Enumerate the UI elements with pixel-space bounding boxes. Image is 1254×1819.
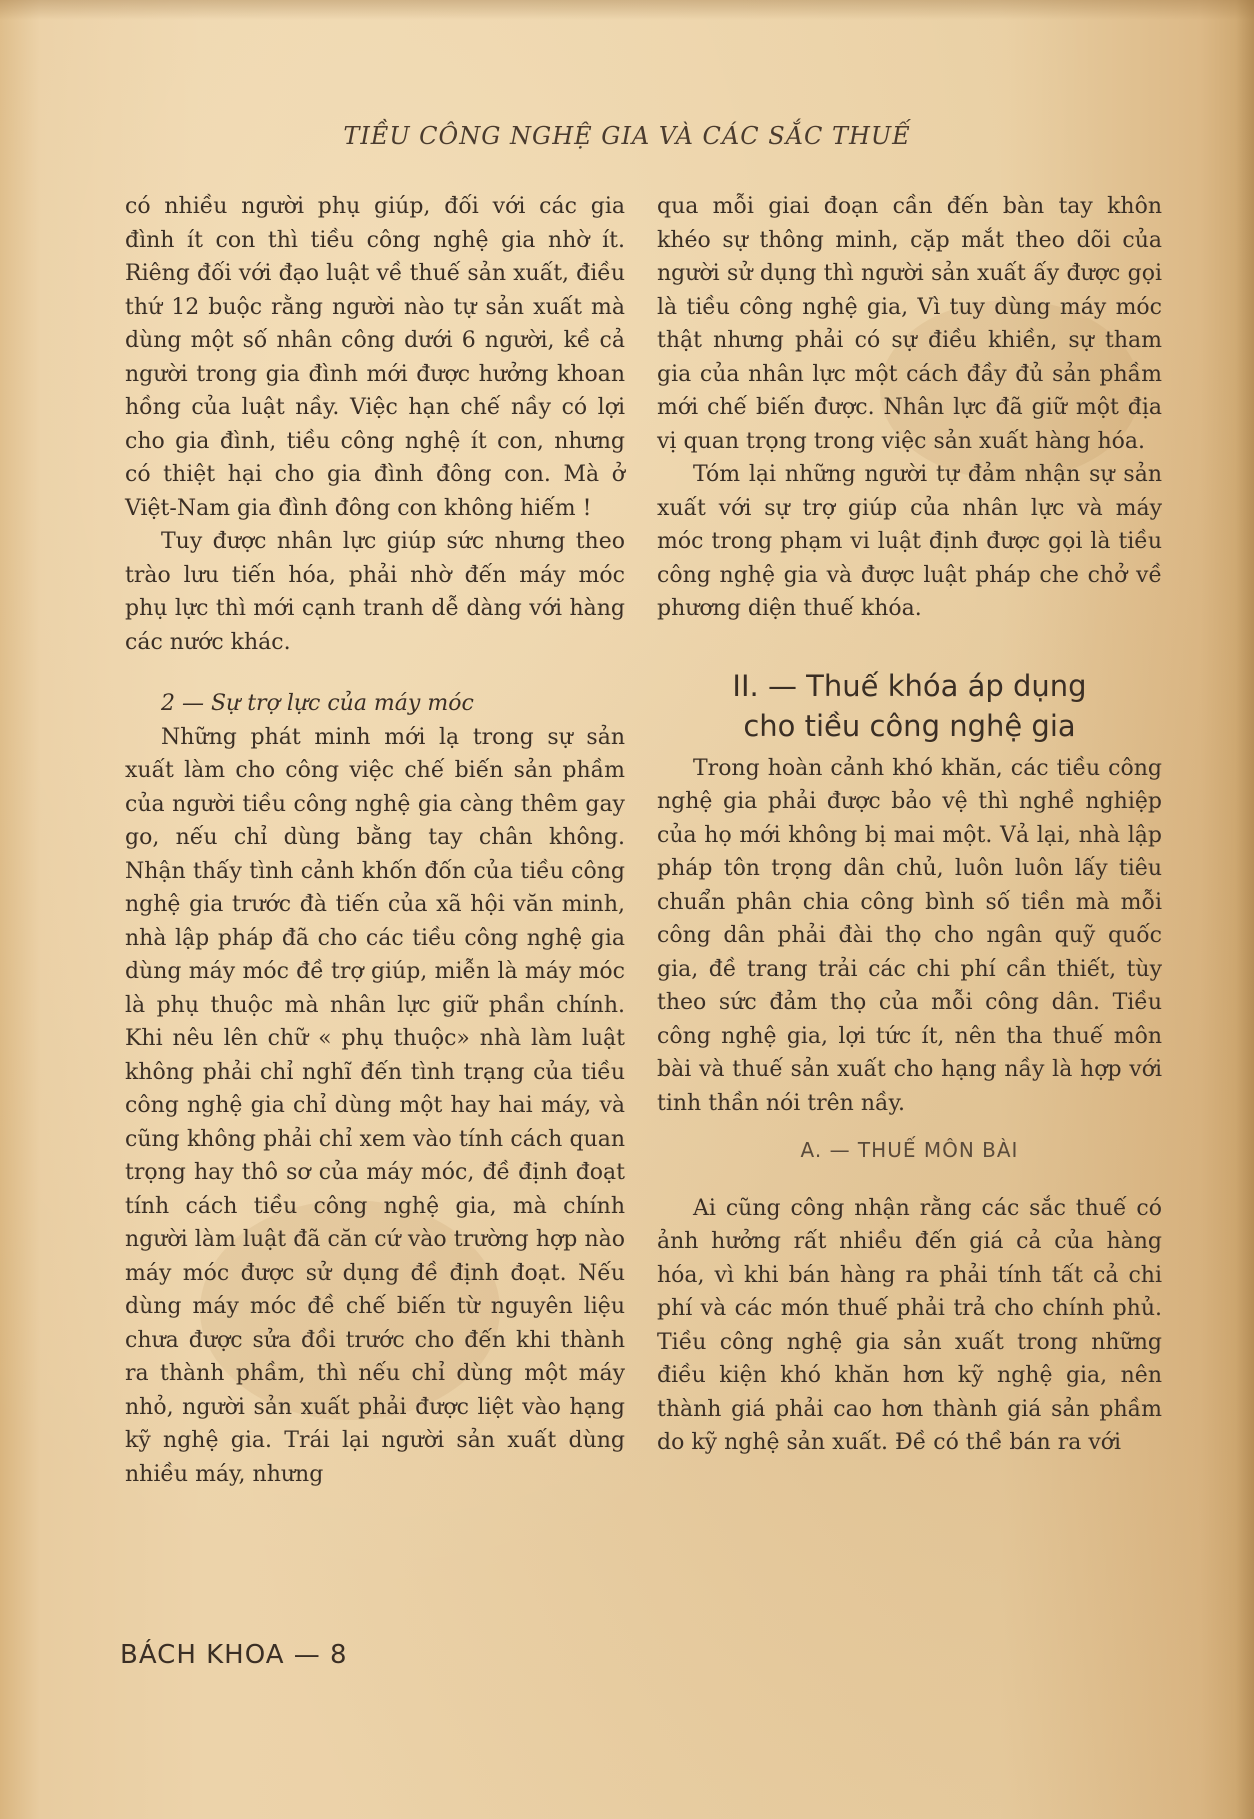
- page-edge-shadow-right: [1236, 0, 1254, 1819]
- paragraph: Trong hoàn cảnh khó khăn, các tiều công nghệ gia phải được bảo vệ thì nghề nghiệp của họ mới không bị mai một. Vả lại, nhà lập pháp tôn trọng dân chủ, luôn luôn lấy tiêu chuẩn phân chia công bình số tiền mà mỗi công dân phải đài thọ cho ngân quỹ quốc gia, đề trang trải các chi phí cần thiết, tùy theo sức đảm thọ của mỗi công dân. Tiều công nghệ gia, lợi tức ít, nên tha thuế môn bài và thuế sản xuất cho hạng nầy là hợp với tinh thần nói trên nầy.: [657, 755, 1162, 1116]
- left-column: [125, 190, 625, 1491]
- paragraph: có nhiều người phụ giúp, đối với các gia đình ít con thì tiều công nghệ gia nhờ ít. Riêng đối với đạo luật về thuế sản xuất, điều thứ 12 buộc rằng người nào tự sản xuất mà dùng một số nhân công dưới 6 người, kề cả người trong gia đình mới được hưởng khoan hồng của luật nầy. Việc hạn chế nầy có lợi cho gia đình, tiều công nghệ ít con, nhưng có thiệt hại cho gia đình đông con. Mà ở Việt-Nam gia đình đông con không hiếm !: [125, 194, 625, 521]
- subheading: 2 — Sự trợ lực của máy móc: [161, 691, 474, 716]
- section-heading-line: II. — Thuế khóa áp dụng: [732, 668, 1087, 703]
- page-edge-shadow-top: [0, 0, 1254, 20]
- paragraph: qua mỗi giai đoạn cần đến bàn tay khôn khéo sự thông minh, cặp mắt theo dõi của người sử dụng thì người sản xuất ấy được gọi là tiều công nghệ gia, Vì tuy dùng máy móc thật nhưng phải có sự điều khiền, sự tham gia của nhân lực một cách đầy đủ sản phầm mới chế biến được. Nhân lực đã giữ một địa vị quan trọng trong việc sản xuất hàng hóa.: [657, 194, 1162, 454]
- paragraph: Tuy được nhân lực giúp sức nhưng theo trào lưu tiến hóa, phải nhờ đến máy móc phụ lực thì mới cạnh tranh dễ dàng với hàng các nước khác.: [125, 529, 625, 655]
- paragraph: Ai cũng công nhận rằng các sắc thuế có ảnh hưởng rất nhiều đến giá cả của hàng hóa, vì khi bán hàng ra phải tính tất cả chi phí và các món thuế phải trả cho chính phủ. Tiều công nghệ gia sản xuất trong những điều kiện khó khăn hơn kỹ nghệ gia, nên thành giá phải cao hơn thành giá sản phầm do kỹ nghệ sản xuất. Đề có thề bán ra với: [657, 1195, 1162, 1455]
- section-heading: [657, 666, 1162, 746]
- page-footer: BÁCH KHOA — 8: [120, 1640, 348, 1670]
- subsection-heading: A. — THUẾ MÔN BÀI: [800, 1138, 1019, 1162]
- paragraph: Tóm lại những người tự đảm nhận sự sản xuất với sự trợ giúp của nhân lực và máy móc trong phạm vi luật định được gọi là tiều công nghệ gia và được luật pháp che chở về phương diện thuế khóa.: [657, 462, 1162, 621]
- section-heading-line: cho tiều công nghệ gia: [743, 708, 1076, 743]
- running-header: TIỀU CÔNG NGHỆ GIA VÀ CÁC SẮC THUẾ: [343, 122, 911, 150]
- right-column: [657, 190, 1162, 1460]
- paragraph: Những phát minh mới lạ trong sự sản xuất làm cho công việc chế biến sản phầm của người tiều công nghệ gia càng thêm gay go, nếu chỉ dùng bằng tay chân không. Nhận thấy tình cảnh khốn đốn của tiều công nghệ gia trước đà tiến của xã hội văn minh, nhà lập pháp đã cho các tiều công nghệ gia dùng máy móc đề trợ giúp, miễn là máy móc là phụ thuộc mà nhân lực giữ phần chính. Khi nêu lên chữ « phụ thuộc» nhà làm luật không phải chỉ nghĩ đến tình trạng của tiều công nghệ gia chỉ dùng một hay hai máy, và cũng không phải chỉ xem vào tính cách quan trọng hay thô sơ của máy móc, đề định đoạt tính cách tiều công nghệ gia, mà chính người làm luật đã căn cứ vào trường hợp nào máy móc được sử dụng đề định đoạt. Nếu dùng máy móc đề chế biến từ nguyên liệu chưa được sửa đồi trước cho đến khi thành ra thành phầm, thì nếu chỉ dùng một máy nhỏ, người sản xuất phải được liệt vào hạng kỹ nghệ gia. Trái lại người sản xuất dùng nhiều máy, nhưng: [125, 724, 625, 1487]
